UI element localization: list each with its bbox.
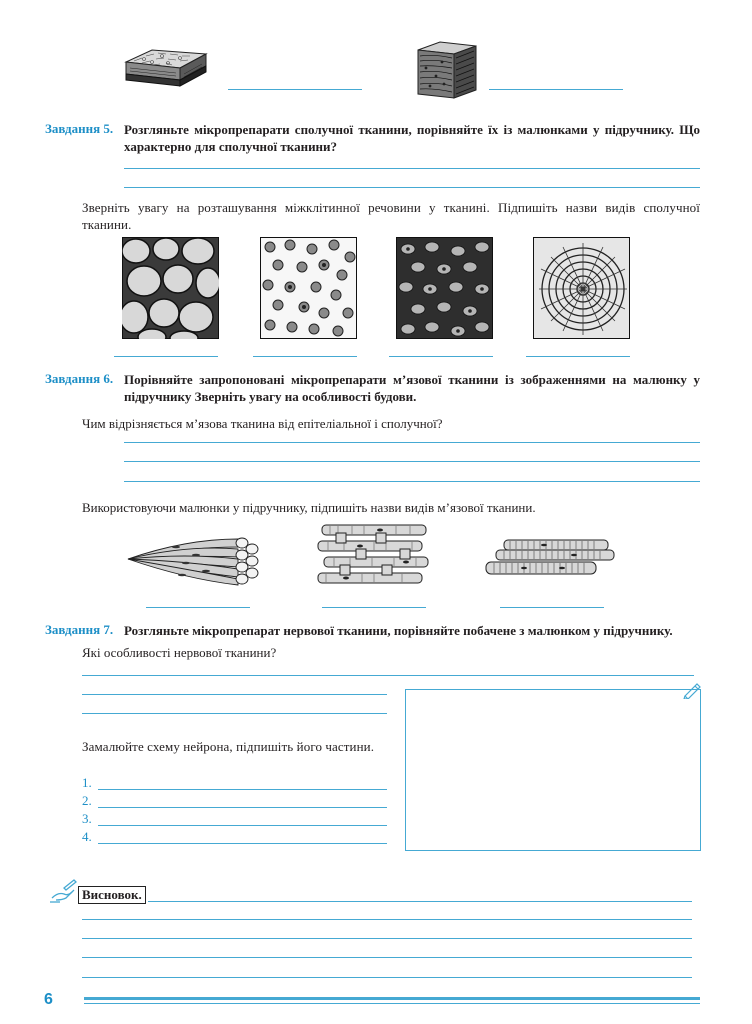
task6-question: Чим відрізняється м’язова тканина від епітеліальної і сполучної? — [82, 416, 443, 431]
task6-text: Порівняйте запропоновані мікропрепарати м’язової тканини із зображеннями на малюнку у підручнику Зверніть увагу на особливості будови. — [124, 372, 700, 404]
answer-line[interactable] — [98, 825, 387, 826]
neuron-drawing-box[interactable] — [405, 689, 701, 851]
task7-note: Замалюйте схему нейрона, підпишіть його частини. — [82, 739, 375, 754]
task6-note: Використовуючи малюнки у підручнику, підпишіть назви видів м’язової тканини. — [82, 500, 536, 515]
answer-line[interactable] — [146, 607, 250, 608]
micrograph-adipose-tissue — [122, 237, 219, 339]
answer-line[interactable] — [82, 957, 692, 958]
list-number: 1. — [82, 775, 92, 790]
answer-line[interactable] — [124, 187, 700, 188]
micrograph-bone-tissue — [533, 237, 630, 339]
epithelium-flat-illustration — [122, 44, 210, 96]
footer-rule-thin — [84, 1003, 700, 1004]
answer-line[interactable] — [82, 919, 692, 920]
answer-line[interactable] — [322, 607, 426, 608]
answer-line[interactable] — [82, 938, 692, 939]
hand-pen-icon — [48, 878, 78, 904]
answer-line[interactable] — [253, 356, 357, 357]
answer-line[interactable] — [114, 356, 218, 357]
answer-line[interactable] — [124, 442, 700, 443]
task5-note: Зверніть увагу на розташування міжклітинної речовини у тканині. Підпишіть назви видів сполучної тканини. — [82, 200, 700, 232]
micrograph-cartilage-tissue — [396, 237, 493, 339]
answer-line[interactable] — [500, 607, 604, 608]
micrograph-blood-tissue — [260, 237, 357, 339]
cardiac-muscle-illustration — [316, 521, 432, 593]
pencil-icon — [682, 681, 702, 699]
answer-line[interactable] — [228, 89, 362, 90]
answer-line[interactable] — [124, 461, 700, 462]
answer-line[interactable] — [82, 977, 692, 978]
answer-line[interactable] — [82, 675, 694, 676]
task6-label: Завдання 6. — [45, 371, 114, 386]
list-number: 2. — [82, 793, 92, 808]
answer-line[interactable] — [489, 89, 623, 90]
answer-line[interactable] — [124, 481, 700, 482]
task7-label: Завдання 7. — [45, 622, 114, 637]
answer-line[interactable] — [82, 694, 387, 695]
epithelium-stratified-illustration — [414, 38, 480, 102]
answer-line[interactable] — [389, 356, 493, 357]
page-number: 6 — [44, 991, 53, 1008]
task5-label: Завдання 5. — [45, 121, 114, 136]
smooth-muscle-illustration — [126, 531, 260, 587]
task7-question: Які особливості нервової тканини? — [82, 645, 277, 660]
answer-line[interactable] — [124, 168, 700, 169]
footer-rule — [84, 997, 700, 1000]
task7-text: Розгляньте мікропрепарат нервової тканини, порівняйте побачене з малюнком у підручнику. — [124, 623, 673, 638]
answer-line[interactable] — [148, 901, 692, 902]
skeletal-muscle-illustration — [484, 536, 618, 582]
conclusion-label: Висновок. — [78, 886, 146, 904]
answer-line[interactable] — [98, 843, 387, 844]
list-number: 3. — [82, 811, 92, 826]
answer-line[interactable] — [98, 807, 387, 808]
answer-line[interactable] — [82, 713, 387, 714]
task5-text: Розгляньте мікропрепарати сполучної тканини, порівняйте їх із малюнками у підручнику. Що характерно для сполучної тканини? — [124, 122, 700, 154]
answer-line[interactable] — [526, 356, 630, 357]
answer-line[interactable] — [98, 789, 387, 790]
list-number: 4. — [82, 829, 92, 844]
